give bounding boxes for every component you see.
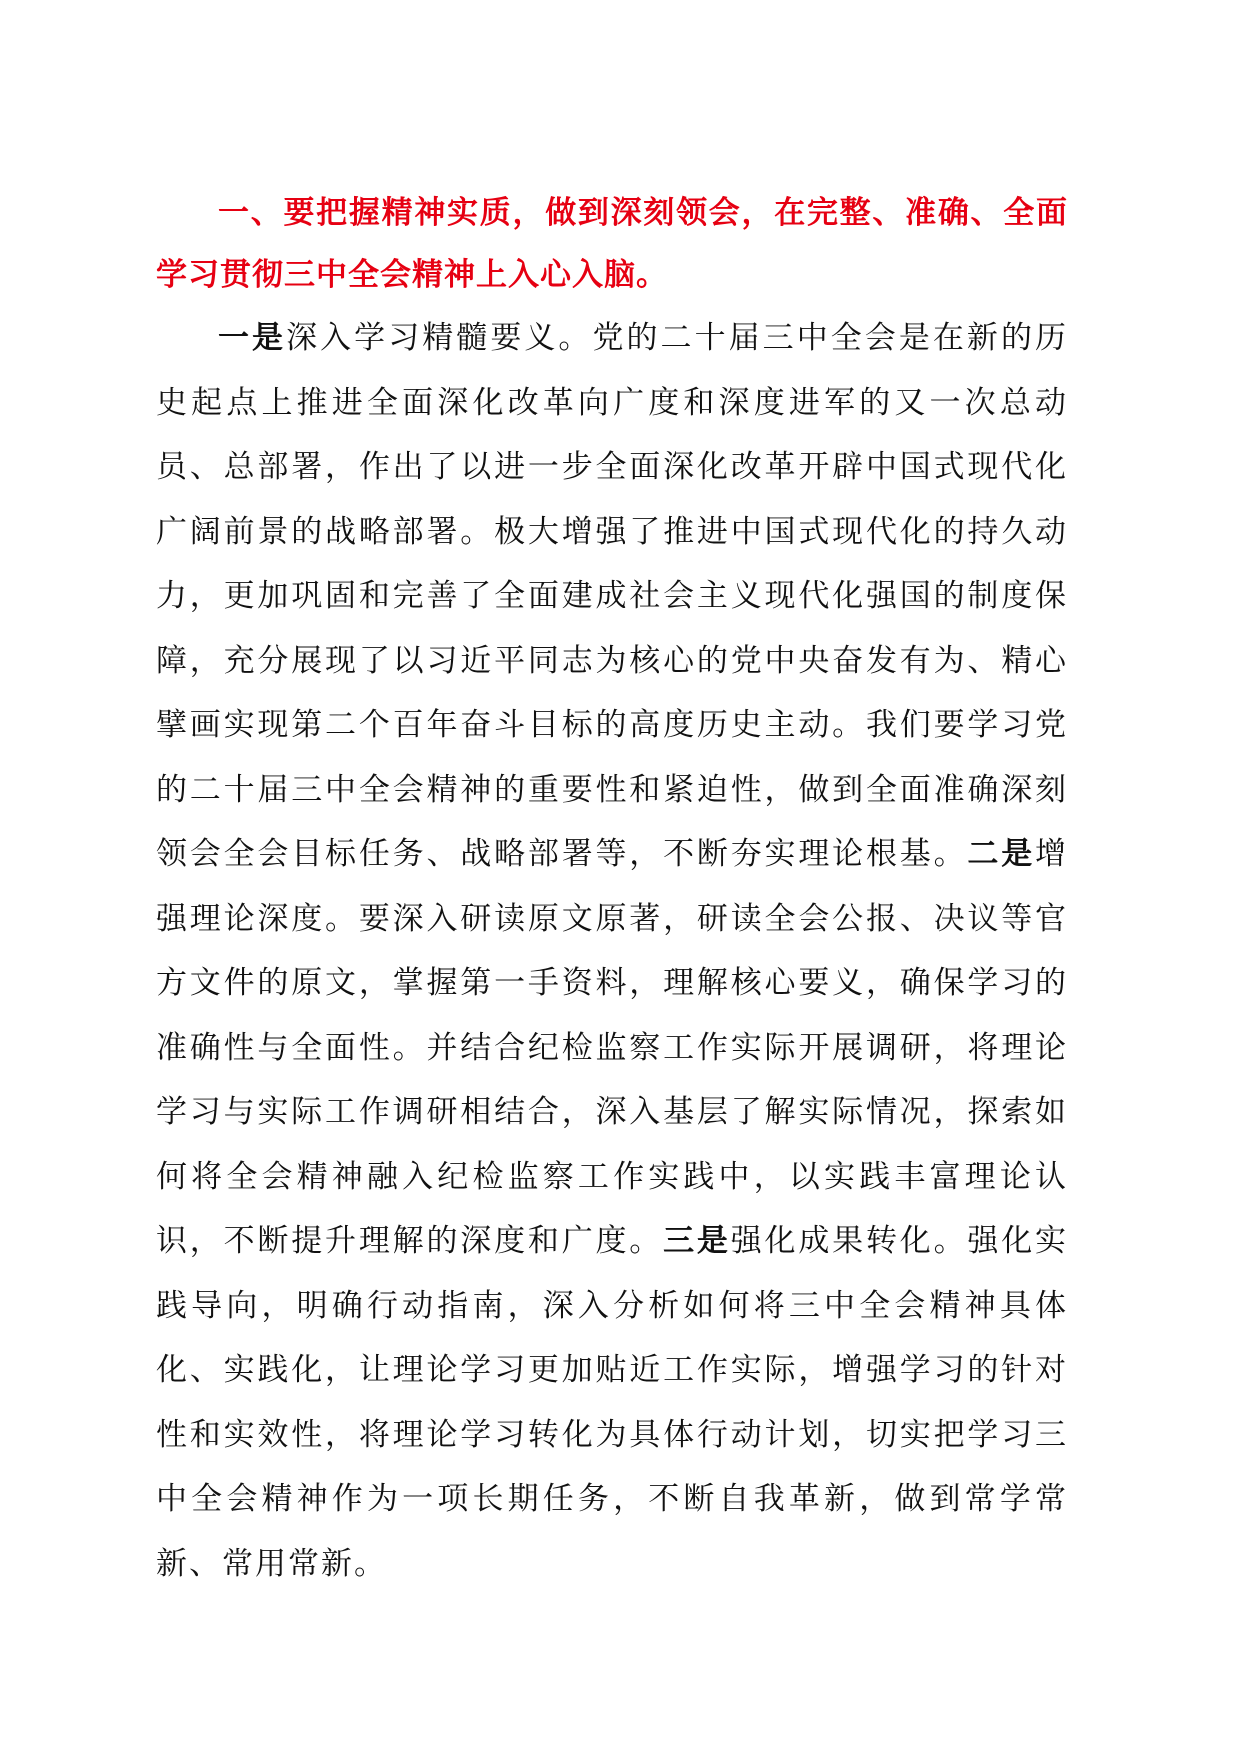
point-2-label: 二是: [967, 836, 1036, 872]
point-1-label: 一是: [218, 320, 287, 356]
point-2-text: 增强理论深度。要深入研读原文原著，研读全会公报、决议等官方文件的原文，掌握第一手资料，理解核心要义，确保学习的准确性与全面性。并结合纪检监察工作实际开展调研，将理论学习与实际工作调研相结合，深入基层了解实际情况，探索如何将全会精神融入纪检监察工作实践中，以实践丰富理论认识，不断提升理解的深度和广度。: [156, 836, 1069, 1259]
point-3-label: 三是: [663, 1223, 731, 1259]
document-content: [156, 182, 1068, 1596]
point-3-text: 强化成果转化。强化实践导向，明确行动指南，深入分析如何将三中全会精神具体化、实践化，让理论学习更加贴近工作实际，增强学习的针对性和实效性，将理论学习转化为具体行动计划，切实把学习三中全会精神作为一项长期任务，不断自我革新，做到常学常新、常用常新。: [156, 1223, 1069, 1582]
section-heading: 一、要把握精神实质，做到深刻领会，在完整、准确、全面学习贯彻三中全会精神上入心入脑。: [156, 195, 1068, 293]
point-1-text: 深入学习精髓要义。党的二十届三中全会是在新的历史起点上推进全面深化改革向广度和深度进军的又一次总动员、总部署，作出了以进一步全面深化改革开辟中国式现代化广阔前景的战略部署。极大增强了推进中国式现代化的持久动力，更加巩固和完善了全面建成社会主义现代化强国的制度保障，充分展现了以习近平同志为核心的党中央奋发有为、精心擘画实现第二个百年奋斗目标的高度历史主动。我们要学习党的二十届三中全会精神的重要性和紧迫性，做到全面准确深刻领会全会目标任务、战略部署等，不断夯实理论根基。: [156, 320, 1069, 872]
body-paragraph: [156, 306, 1068, 1596]
